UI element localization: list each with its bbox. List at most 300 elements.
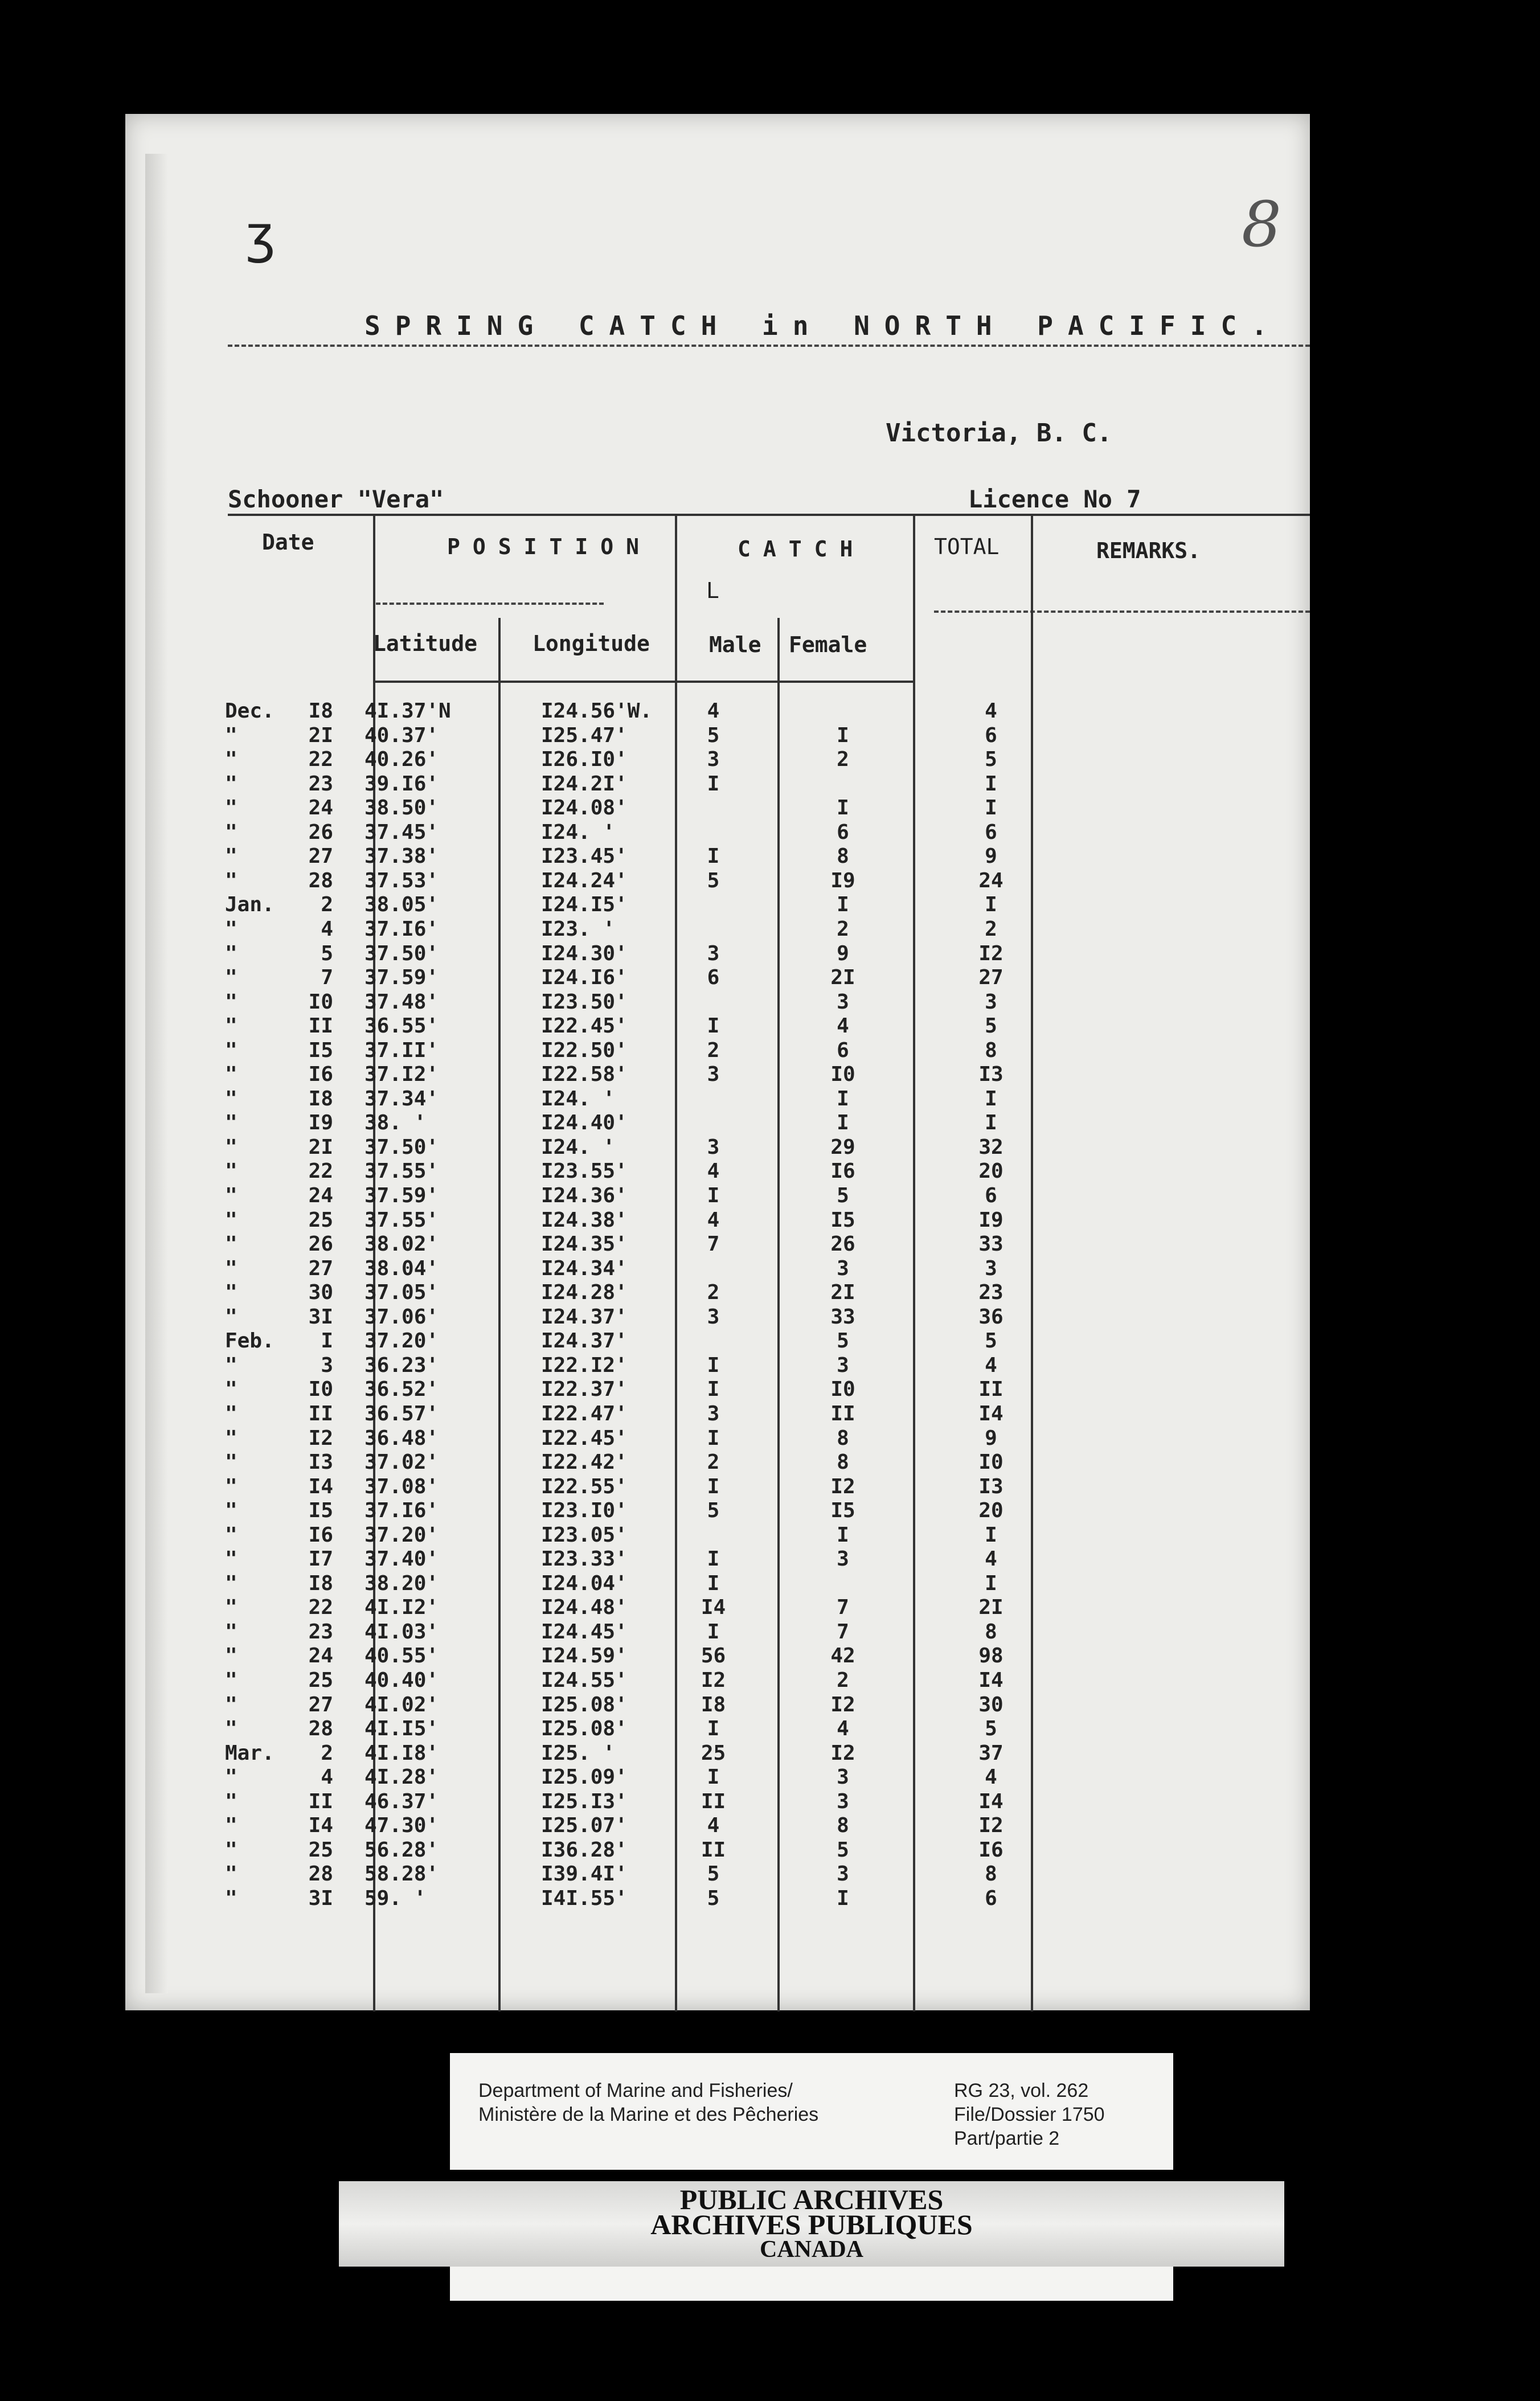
row-month: " — [225, 1402, 237, 1425]
table-row — [0, 1671, 1540, 1690]
row-month: " — [225, 1135, 237, 1159]
row-female: 29 — [830, 1135, 855, 1159]
row-day: 27 — [308, 1256, 333, 1280]
row-total: 37 — [978, 1741, 1004, 1765]
row-longitude: I25.08' — [541, 1693, 628, 1716]
row-latitude: 37.I6' — [364, 917, 439, 941]
row-female: 8 — [837, 1814, 849, 1838]
row-day: 2 — [321, 893, 333, 917]
header-remarks: REMARKS. — [1096, 538, 1201, 563]
row-day: 4 — [321, 917, 333, 941]
row-longitude: I24.04' — [541, 1571, 628, 1595]
row-total: I2 — [978, 1814, 1004, 1838]
row-latitude: 37.I2' — [364, 1063, 439, 1087]
row-total: 6 — [985, 1184, 997, 1207]
row-day: 3I — [308, 1886, 333, 1910]
row-month: " — [225, 990, 237, 1014]
row-month: " — [225, 1063, 237, 1087]
row-latitude: 4I.I2' — [364, 1596, 439, 1620]
row-longitude: I25.47' — [541, 723, 628, 747]
table-row — [0, 1089, 1540, 1109]
part-number: Part/partie 2 — [954, 2128, 1060, 2149]
row-month: " — [225, 1159, 237, 1183]
archive-band-strip — [450, 2267, 1173, 2301]
table-row — [0, 1378, 1540, 1402]
row-latitude: 36.57' — [364, 1402, 439, 1425]
row-male: I — [707, 845, 720, 868]
row-male: 5 — [707, 723, 720, 747]
row-female: I0 — [830, 1378, 855, 1402]
row-total: 6 — [985, 1886, 997, 1910]
header-position: POSITION — [447, 534, 652, 559]
table-row — [0, 1719, 1540, 1739]
row-total: 27 — [978, 966, 1004, 990]
row-total: I — [985, 1523, 997, 1547]
row-female: 6 — [837, 1038, 849, 1062]
row-longitude: I24.45' — [541, 1620, 628, 1644]
row-female: I9 — [830, 868, 855, 892]
row-month: " — [225, 723, 237, 747]
row-total: 8 — [985, 1862, 997, 1886]
row-female: 5 — [837, 1329, 849, 1353]
department-label — [478, 2079, 818, 2127]
row-day: I0 — [308, 990, 333, 1014]
table-row — [0, 1186, 1540, 1206]
row-male: II — [701, 1838, 726, 1862]
row-day: 24 — [308, 1644, 333, 1668]
row-longitude: I23.33' — [541, 1547, 628, 1571]
table-row — [0, 723, 1540, 747]
table-row — [0, 1523, 1540, 1547]
row-total: 23 — [978, 1281, 1004, 1305]
row-latitude: 38. ' — [364, 1111, 427, 1135]
archive-reference-card — [450, 2053, 1173, 2170]
row-longitude: I24.56'W. — [541, 699, 653, 723]
row-day: 2 — [321, 1741, 333, 1765]
table-row — [0, 1765, 1540, 1789]
row-total: 36 — [978, 1305, 1004, 1329]
row-male: 2 — [707, 1038, 720, 1062]
archive-stamp-line3: CANADA — [760, 2236, 863, 2263]
row-day: 28 — [308, 868, 333, 892]
row-longitude: I25.09' — [541, 1765, 628, 1789]
row-total: 4 — [985, 699, 997, 723]
table-row — [0, 1305, 1540, 1329]
row-latitude: 56.28' — [364, 1838, 439, 1862]
row-male: 25 — [701, 1741, 726, 1765]
row-month: " — [225, 917, 237, 941]
row-female: I — [837, 1087, 849, 1111]
row-male: I — [707, 1184, 720, 1207]
row-month: " — [225, 1281, 237, 1305]
header-female: Female — [789, 632, 867, 657]
row-latitude: 47.30' — [364, 1814, 439, 1838]
row-total: 5 — [985, 748, 997, 772]
row-total: II — [978, 1378, 1004, 1402]
row-female: 5 — [837, 1838, 849, 1862]
row-male: 3 — [707, 1063, 720, 1087]
table-row — [0, 1232, 1540, 1256]
row-longitude: I22.55' — [541, 1474, 628, 1498]
row-day: I6 — [308, 1063, 333, 1087]
row-latitude: 37.50' — [364, 1135, 439, 1159]
table-row — [0, 1547, 1540, 1571]
row-month: " — [225, 1814, 237, 1838]
row-day: I5 — [308, 1499, 333, 1523]
row-female: 3 — [837, 1353, 849, 1377]
row-female: 4 — [837, 1014, 849, 1038]
row-total: 8 — [985, 1038, 997, 1062]
department-fr: Ministère de la Marine et des Pêcheries — [478, 2104, 819, 2125]
row-total: 3 — [985, 990, 997, 1014]
row-month: " — [225, 1208, 237, 1232]
table-row — [0, 820, 1540, 844]
row-month: Dec. — [225, 699, 275, 723]
vessel-name: Schooner "Vera" — [228, 485, 444, 513]
row-day: 24 — [308, 796, 333, 820]
row-day: I8 — [308, 699, 333, 723]
row-latitude: 46.37' — [364, 1789, 439, 1813]
row-day: II — [308, 1789, 333, 1813]
row-female: 3 — [837, 1256, 849, 1280]
file-number: File/Dossier 1750 — [954, 2104, 1105, 2125]
row-day: 25 — [308, 1669, 333, 1692]
row-female: I — [837, 1886, 849, 1910]
row-day: 22 — [308, 1596, 333, 1620]
row-total: I4 — [978, 1669, 1004, 1692]
row-day: 4 — [321, 1765, 333, 1789]
row-day: I6 — [308, 1523, 333, 1547]
row-male: 5 — [707, 868, 720, 892]
row-latitude: 37.59' — [364, 1184, 439, 1207]
row-month: " — [225, 1474, 237, 1498]
row-latitude: 36.48' — [364, 1426, 439, 1450]
row-total: I3 — [978, 1474, 1004, 1498]
row-latitude: 37.50' — [364, 941, 439, 965]
row-total: 20 — [978, 1159, 1004, 1183]
row-total: 9 — [985, 1426, 997, 1450]
row-day: II — [308, 1402, 333, 1425]
row-female: 2I — [830, 966, 855, 990]
row-day: 27 — [308, 1693, 333, 1716]
row-female: I — [837, 796, 849, 820]
row-female: 2 — [837, 748, 849, 772]
row-latitude: 37.02' — [364, 1451, 439, 1474]
row-longitude: I22.47' — [541, 1402, 628, 1425]
row-month: " — [225, 1717, 237, 1741]
row-longitude: I25. ' — [541, 1741, 616, 1765]
table-header-rule — [934, 611, 1310, 613]
header-date: Date — [262, 530, 314, 555]
row-female: I — [837, 1111, 849, 1135]
header-male: Male — [709, 632, 761, 657]
row-total: I — [985, 1087, 997, 1111]
row-male: I — [707, 1547, 720, 1571]
row-total: I — [985, 1111, 997, 1135]
row-female: 3 — [837, 1862, 849, 1886]
row-longitude: I24.38' — [541, 1208, 628, 1232]
row-total: I3 — [978, 1063, 1004, 1087]
row-total: 32 — [978, 1135, 1004, 1159]
row-month: " — [225, 1669, 237, 1692]
row-female: 2 — [837, 1669, 849, 1692]
row-longitude: I24. ' — [541, 1087, 616, 1111]
row-total: 4 — [985, 1353, 997, 1377]
row-month: Jan. — [225, 893, 275, 917]
row-female: 5 — [837, 1184, 849, 1207]
row-total: I9 — [978, 1208, 1004, 1232]
row-latitude: 37.20' — [364, 1329, 439, 1353]
row-female: 3 — [837, 1789, 849, 1813]
row-male: 3 — [707, 1135, 720, 1159]
row-day: I4 — [308, 1814, 333, 1838]
row-day: I3 — [308, 1451, 333, 1474]
row-day: I5 — [308, 1038, 333, 1062]
row-female: 6 — [837, 820, 849, 844]
table-row — [0, 1404, 1540, 1424]
row-day: 3 — [321, 1353, 333, 1377]
row-longitude: I24.36' — [541, 1184, 628, 1207]
row-total: I2 — [978, 941, 1004, 965]
row-male: 3 — [707, 1402, 720, 1425]
row-male: II — [701, 1789, 726, 1813]
row-longitude: I24.I5' — [541, 893, 628, 917]
row-month: " — [225, 1644, 237, 1668]
row-female: I — [837, 1523, 849, 1547]
pencil-mark: ʒ — [245, 205, 276, 265]
row-male: I — [707, 1014, 720, 1038]
table-row — [0, 1331, 1540, 1351]
row-male: 6 — [707, 966, 720, 990]
row-total: 4 — [985, 1547, 997, 1571]
row-longitude: I26.I0' — [541, 748, 628, 772]
header-catch-mark: L — [706, 578, 719, 603]
row-month: " — [225, 1789, 237, 1813]
row-longitude: I24. ' — [541, 820, 616, 844]
row-day: 2I — [308, 1135, 333, 1159]
row-male: I — [707, 772, 720, 796]
table-row — [0, 1596, 1540, 1620]
row-month: " — [225, 1426, 237, 1450]
row-male: 3 — [707, 1305, 720, 1329]
table-row — [0, 1571, 1540, 1595]
row-longitude: I25.I3' — [541, 1789, 628, 1813]
table-row — [0, 798, 1540, 818]
row-total: 33 — [978, 1232, 1004, 1256]
row-female: I2 — [830, 1741, 855, 1765]
row-male: 3 — [707, 941, 720, 965]
row-male: I — [707, 1353, 720, 1377]
row-male: 5 — [707, 1499, 720, 1523]
row-month: " — [225, 966, 237, 990]
row-total: 2 — [985, 917, 997, 941]
row-month: " — [225, 1111, 237, 1135]
row-total: I — [985, 796, 997, 820]
table-row — [0, 1281, 1540, 1305]
row-longitude: I24.34' — [541, 1256, 628, 1280]
table-row — [0, 968, 1540, 988]
row-month: " — [225, 1353, 237, 1377]
archive-stamp-line1: PUBLIC ARCHIVES — [679, 2183, 944, 2215]
table-row — [0, 772, 1540, 796]
header-total: TOTAL — [934, 534, 1000, 559]
row-longitude: I24.37' — [541, 1305, 628, 1329]
row-month: " — [225, 1523, 237, 1547]
row-latitude: 37.55' — [364, 1159, 439, 1183]
row-month: " — [225, 868, 237, 892]
row-male: I — [707, 1620, 720, 1644]
row-male: I4 — [701, 1596, 726, 1620]
row-day: 22 — [308, 1159, 333, 1183]
row-female: 3 — [837, 1765, 849, 1789]
row-male: I — [707, 1426, 720, 1450]
table-row — [0, 699, 1540, 723]
subheader-rule — [373, 681, 914, 683]
row-latitude: 59. ' — [364, 1886, 427, 1910]
table-row — [0, 1063, 1540, 1087]
table-row — [0, 1862, 1540, 1886]
table-top-rule — [228, 514, 1310, 516]
row-day: 22 — [308, 748, 333, 772]
document-place: Victoria, B. C. — [886, 419, 1112, 448]
row-female: 9 — [837, 941, 849, 965]
row-latitude: 4I.I8' — [364, 1741, 439, 1765]
row-total: 6 — [985, 723, 997, 747]
row-latitude: 38.20' — [364, 1571, 439, 1595]
row-latitude: 36.52' — [364, 1378, 439, 1402]
row-day: I2 — [308, 1426, 333, 1450]
row-longitude: I23.I0' — [541, 1499, 628, 1523]
row-female: I6 — [830, 1159, 855, 1183]
row-latitude: 36.23' — [364, 1353, 439, 1377]
row-female: I2 — [830, 1693, 855, 1716]
row-longitude: I22.50' — [541, 1038, 628, 1062]
row-month: " — [225, 1087, 237, 1111]
department-en: Department of Marine and Fisheries/ — [478, 2080, 793, 2101]
row-day: 30 — [308, 1281, 333, 1305]
row-month: Mar. — [225, 1741, 275, 1765]
row-total: I6 — [978, 1838, 1004, 1862]
row-month: " — [225, 1596, 237, 1620]
row-female: I2 — [830, 1474, 855, 1498]
row-total: 30 — [978, 1693, 1004, 1716]
row-male: 7 — [707, 1232, 720, 1256]
table-row — [0, 1353, 1540, 1377]
row-female: 8 — [837, 845, 849, 868]
row-month: " — [225, 845, 237, 868]
row-longitude: I24.55' — [541, 1669, 628, 1692]
folio-number: 8 — [1242, 188, 1281, 261]
row-male: I — [707, 1474, 720, 1498]
row-month: " — [225, 1378, 237, 1402]
row-total: 4 — [985, 1765, 997, 1789]
table-row — [0, 895, 1540, 915]
row-total: 20 — [978, 1499, 1004, 1523]
row-latitude: 37.05' — [364, 1281, 439, 1305]
row-longitude: I24. ' — [541, 1135, 616, 1159]
row-latitude: 38.05' — [364, 893, 439, 917]
row-latitude: 37.53' — [364, 868, 439, 892]
row-longitude: I23.45' — [541, 845, 628, 868]
row-female: 3 — [837, 1547, 849, 1571]
row-male: I8 — [701, 1693, 726, 1716]
row-total: I4 — [978, 1789, 1004, 1813]
row-month: " — [225, 1693, 237, 1716]
record-group: RG 23, vol. 262 — [954, 2080, 1089, 2101]
row-male: 5 — [707, 1862, 720, 1886]
row-longitude: I22.37' — [541, 1378, 628, 1402]
row-total: 6 — [985, 820, 997, 844]
row-month: " — [225, 1038, 237, 1062]
row-month: " — [225, 1620, 237, 1644]
row-month: " — [225, 1838, 237, 1862]
row-day: 23 — [308, 772, 333, 796]
row-longitude: I24.35' — [541, 1232, 628, 1256]
row-month: " — [225, 772, 237, 796]
row-longitude: I24.28' — [541, 1281, 628, 1305]
row-longitude: I22.42' — [541, 1451, 628, 1474]
table-row — [0, 1886, 1540, 1910]
row-male: I — [707, 1717, 720, 1741]
row-latitude: 37.45' — [364, 820, 439, 844]
row-longitude: I24.59' — [541, 1644, 628, 1668]
archive-stamp-line2: ARCHIVES PUBLIQUES — [650, 2209, 973, 2240]
row-female: 8 — [837, 1426, 849, 1450]
table-row — [0, 847, 1540, 866]
row-latitude: 37.II' — [364, 1038, 439, 1062]
row-day: I8 — [308, 1571, 333, 1595]
table-row — [0, 941, 1540, 965]
row-day: 25 — [308, 1208, 333, 1232]
row-male: 2 — [707, 1451, 720, 1474]
row-total: 9 — [985, 845, 997, 868]
row-longitude: I24.40' — [541, 1111, 628, 1135]
row-day: 26 — [308, 1232, 333, 1256]
row-month: " — [225, 796, 237, 820]
row-longitude: I24.30' — [541, 941, 628, 965]
row-female: 33 — [830, 1305, 855, 1329]
row-day: 3I — [308, 1305, 333, 1329]
table-header-rule — [376, 603, 604, 605]
row-latitude: 37.I6' — [364, 1499, 439, 1523]
row-longitude: I23.50' — [541, 990, 628, 1014]
row-day: I9 — [308, 1111, 333, 1135]
row-day: I7 — [308, 1547, 333, 1571]
row-month: " — [225, 1862, 237, 1886]
row-latitude: 36.55' — [364, 1014, 439, 1038]
table-row — [0, 1814, 1540, 1838]
row-longitude: I36.28' — [541, 1838, 628, 1862]
row-month: " — [225, 1547, 237, 1571]
row-month: " — [225, 1184, 237, 1207]
row-latitude: 40.40' — [364, 1669, 439, 1692]
row-latitude: 37.08' — [364, 1474, 439, 1498]
row-latitude: 38.02' — [364, 1232, 439, 1256]
row-female: I0 — [830, 1063, 855, 1087]
row-male: 4 — [707, 1159, 720, 1183]
row-female: 26 — [830, 1232, 855, 1256]
row-month: " — [225, 1256, 237, 1280]
row-total: I — [985, 1571, 997, 1595]
row-female: I — [837, 723, 849, 747]
row-female: 42 — [830, 1644, 855, 1668]
row-total: 8 — [985, 1620, 997, 1644]
row-longitude: I22.58' — [541, 1063, 628, 1087]
table-row — [0, 1646, 1540, 1666]
row-longitude: I22.45' — [541, 1014, 628, 1038]
table-row — [0, 1741, 1540, 1765]
row-total: 5 — [985, 1329, 997, 1353]
